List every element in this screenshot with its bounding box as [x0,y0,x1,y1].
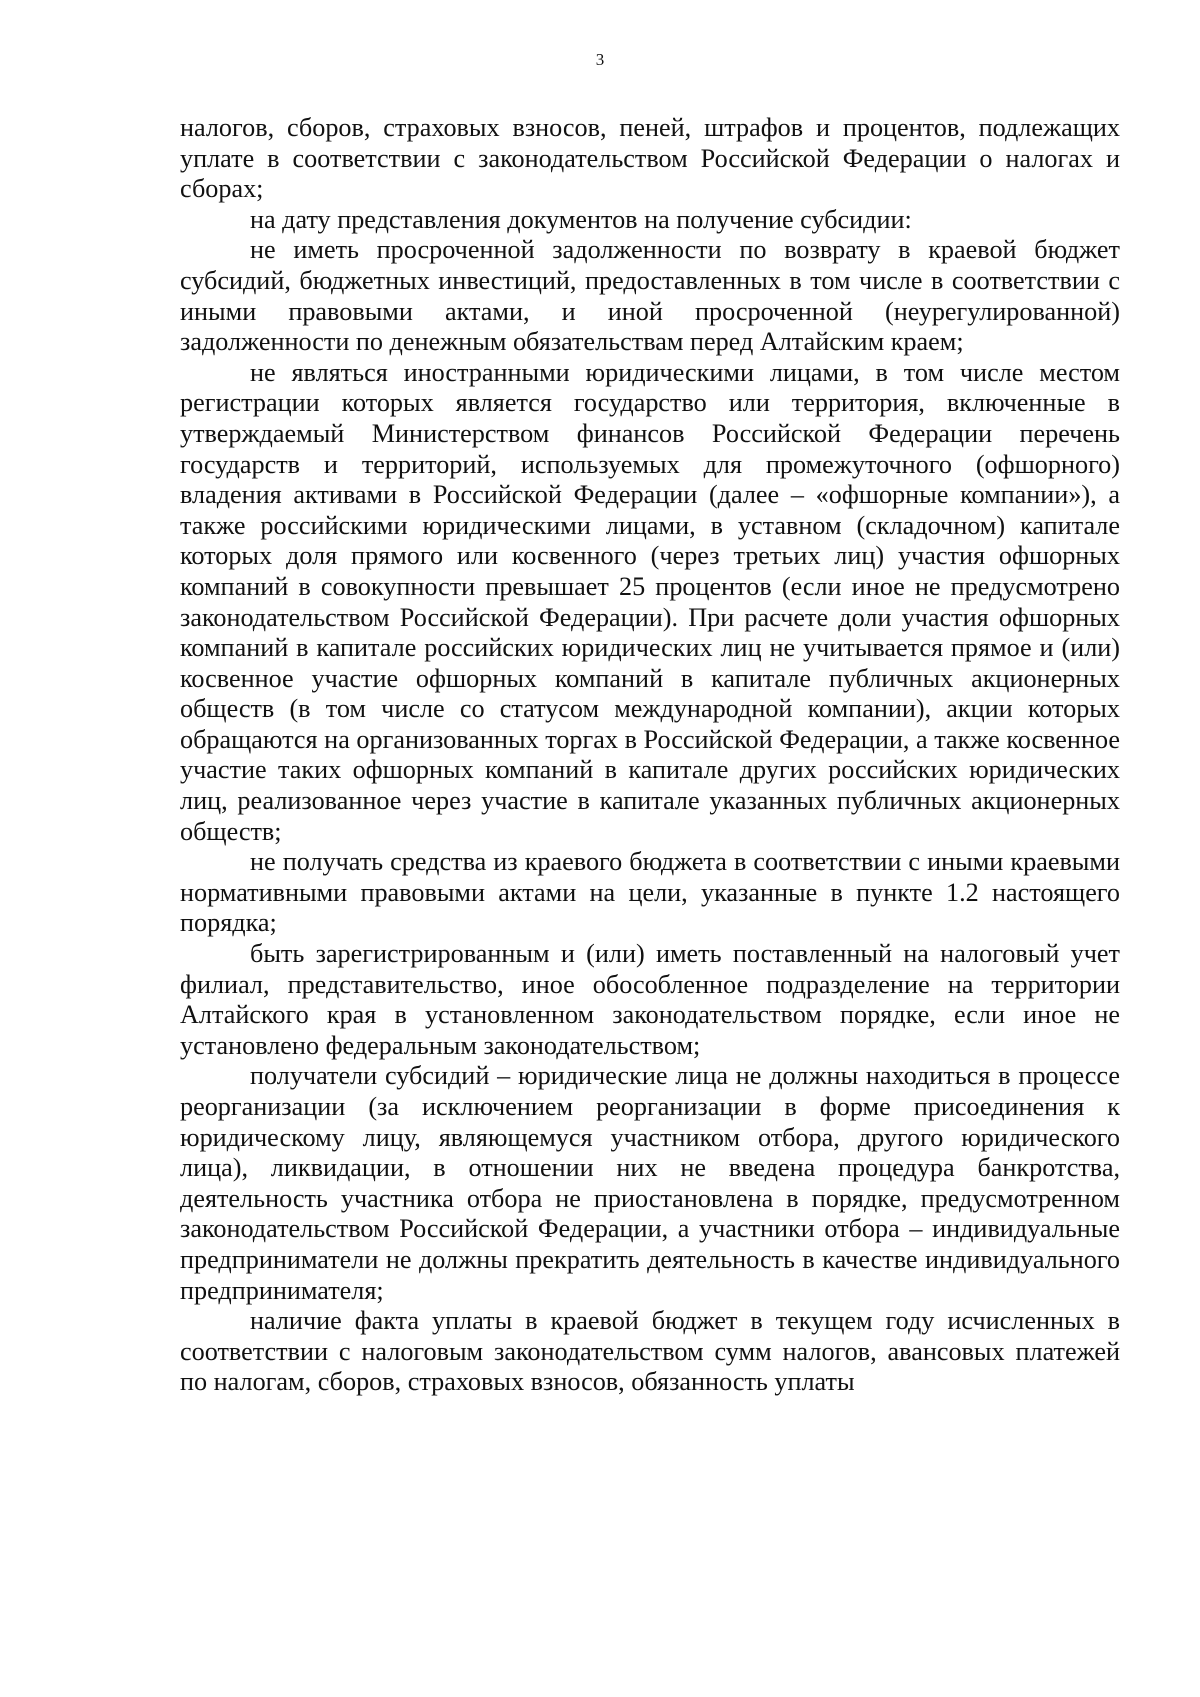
page-number: 3 [595,50,605,69]
paragraph-continuation: налогов, сборов, страховых взносов, пеней, штрафов и процентов, подлежащих уплате в соответствии с законодательством Российской Федерации о налогах и сборах; [180,113,1120,204]
paragraph-submission-date: на дату представления документов на получение субсидии: [250,204,912,234]
paragraph-not-foreign-entity: не являться иностранными юридическими лицами, в том числе местом регистрации которых является государство или территория, включенные в утверждаемый Министерством финансов Российской Федерации перечень государств и территорий, используемых для промежуточного (офшорного) владения активами в Российской Федерации (далее – «офшорные компании»), а также российскими юридическими лицами, в уставном (складочном) капитале которых доля прямого или косвенного (через третьих лиц) участия офшорных компаний в совокупности превышает 25 процентов (если иное не предусмотрено законодательством Российской Федерации). При расчете доли участия офшорных компаний в капитале российских юридических лиц не учитывается прямое и (или) косвенное участие офшорных компаний в капитале публичных акционерных обществ (в том числе со статусом международной компании), акции которых обращаются на организованных торгах в Российской Федерации, а также косвенное участие таких офшорных компаний в капитале других российских юридических лиц, реализованное через участие в капитале указанных публичных акционерных обществ; [180,357,1120,846]
paragraph-no-overdue-debt: не иметь просроченной задолженности по возврату в краевой бюджет субсидий, бюджетных инвестиций, предоставленных в том числе в соответствии с иными правовыми актами, и иной просроченной (неурегулированной) задолженности по денежным обязательствам перед Алтайским краем; [180,235,1120,357]
paragraph-no-other-funds: не получать средства из краевого бюджета в соответствии с иными краевыми нормативными правовыми актами на цели, указанные в пункте 1.2 настоящего порядка; [180,847,1120,938]
document-body [180,113,1120,1398]
paragraph-no-reorganization: получатели субсидий – юридические лица не должны находиться в процессе реорганизации (за исключением реорганизации в форме присоединения к юридическому лицу, являющемуся участником отбора, другого юридического лица), ликвидации, в отношении них не введена процедура банкротства, деятельность участника отбора не приостановлена в порядке, предусмотренном законодательством Российской Федерации, а участники отбора – индивидуальные предприниматели не должны прекратить деятельность в качестве индивидуального предпринимателя; [180,1061,1120,1305]
paragraph-tax-payment: наличие факта уплаты в краевой бюджет в текущем году исчисленных в соответствии с налоговым законодательством сумм налогов, авансовых платежей по налогам, сборов, страховых взносов, обязанность уплаты [180,1306,1120,1397]
paragraph-registration: быть зарегистрированным и (или) иметь поставленный на налоговый учет филиал, представительство, иное обособленное подразделение на территории Алтайского края в установленном законодательством порядке, если иное не установлено федеральным законодательством; [180,939,1120,1060]
